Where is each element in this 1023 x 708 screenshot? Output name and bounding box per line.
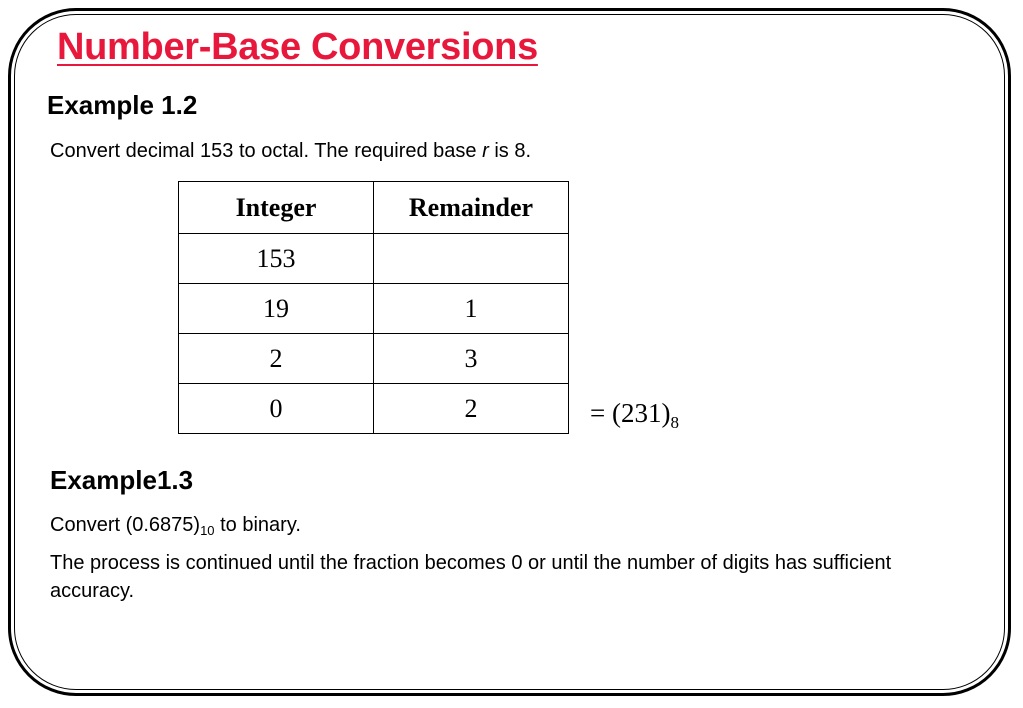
slide-title: Number-Base Conversions <box>57 26 538 68</box>
example-1-2-description <box>50 137 531 165</box>
cell-integer: 19 <box>179 284 374 334</box>
cell-integer: 0 <box>179 384 374 434</box>
convert-suffix: to binary. <box>214 514 301 536</box>
cell-integer: 153 <box>179 234 374 284</box>
description-text-start: Convert decimal 153 to octal. The required base <box>50 140 483 162</box>
table-row <box>179 384 569 434</box>
table-row <box>179 284 569 334</box>
example-1-3-heading: Example1.3 <box>50 465 194 495</box>
description-variable-r: r <box>482 140 489 162</box>
conversion-table <box>178 181 569 434</box>
header-integer: Integer <box>179 182 374 234</box>
cell-remainder: 2 <box>374 384 569 434</box>
description-text-end: is 8. <box>488 140 532 162</box>
convert-base: 10 <box>200 523 215 538</box>
result-base: 8 <box>670 413 679 432</box>
convert-prefix: Convert (0.6875) <box>50 514 201 536</box>
table-row <box>179 334 569 384</box>
cell-remainder <box>374 234 569 284</box>
cell-remainder: 1 <box>374 284 569 334</box>
cell-integer: 2 <box>179 334 374 384</box>
header-remainder: Remainder <box>374 182 569 234</box>
result-value: = (231) <box>590 398 671 428</box>
example-1-3-process-text: The process is continued until the fraction becomes 0 or until the number of digits has sufficient accuracy. <box>50 552 892 602</box>
cell-remainder: 3 <box>374 334 569 384</box>
table-row <box>179 234 569 284</box>
conversion-result <box>590 398 679 432</box>
table-header-row <box>179 182 569 234</box>
example-1-3-convert-text <box>50 511 301 539</box>
example-1-2-heading: Example 1.2 <box>47 90 198 120</box>
